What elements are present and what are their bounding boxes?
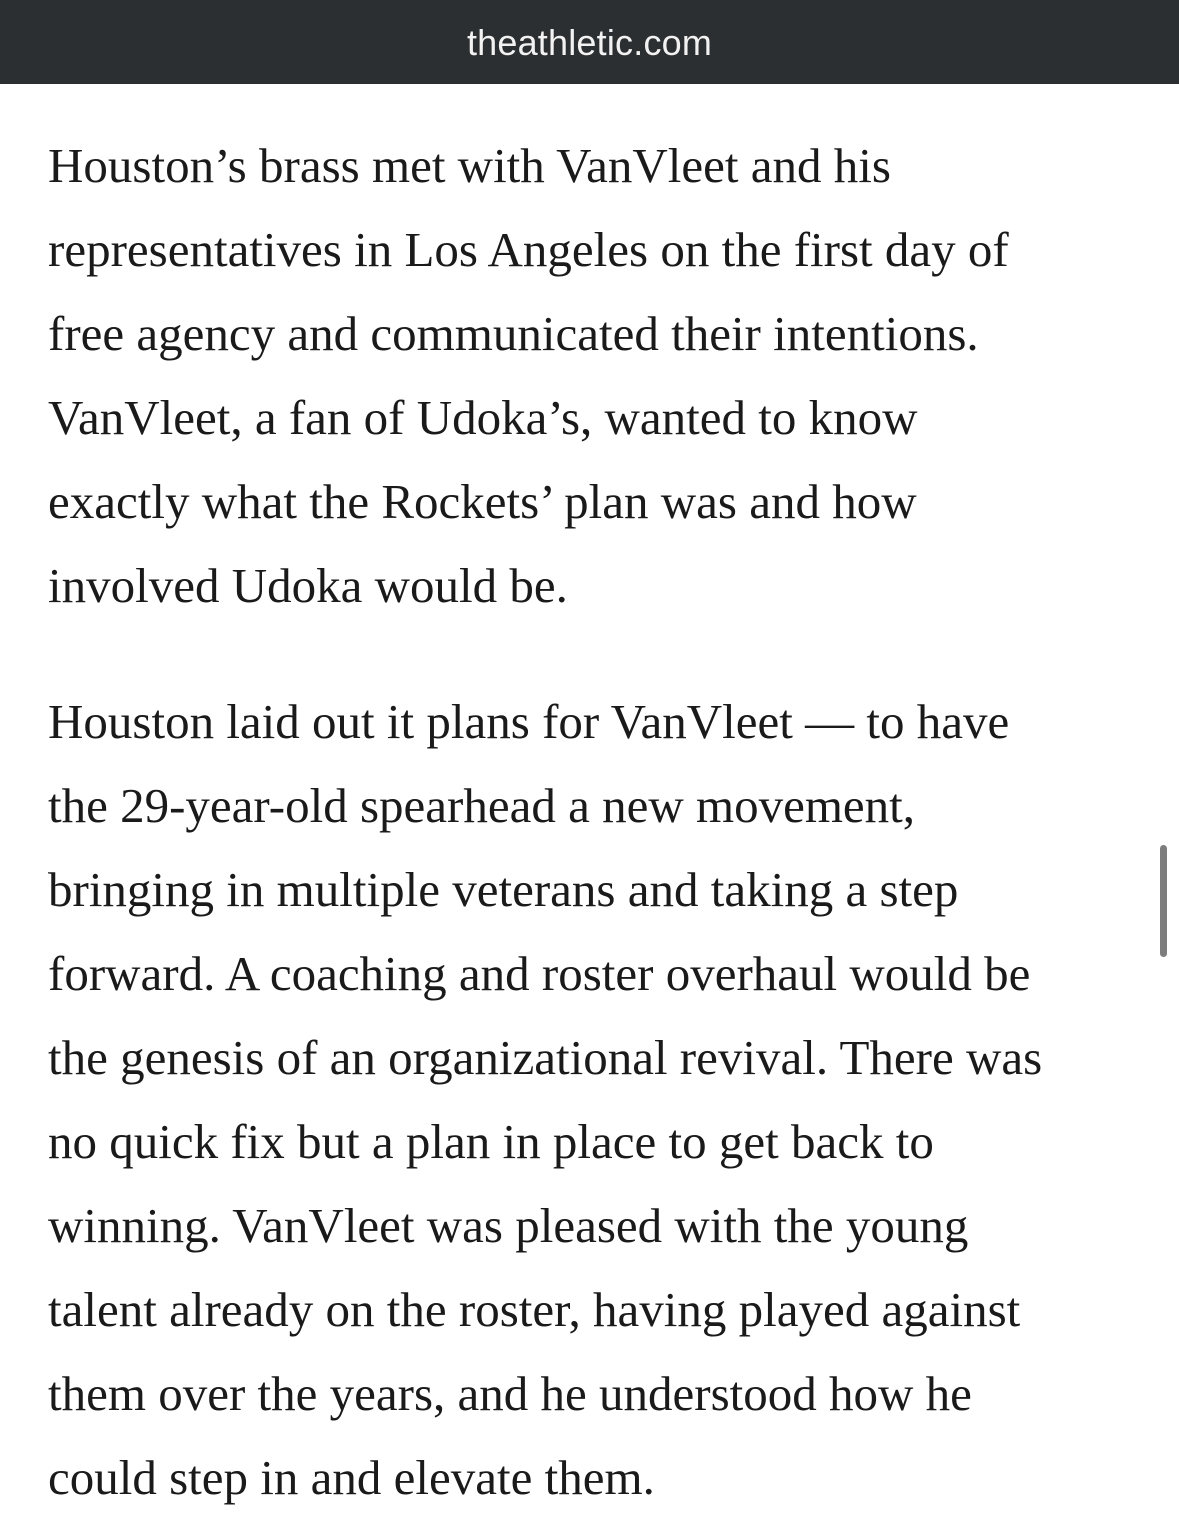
- paragraph-line: the genesis of an organizational revival. There was: [48, 1030, 1043, 1085]
- article-paragraph-2: [48, 680, 1148, 1520]
- paragraph-line: winning. VanVleet was pleased with the young: [48, 1198, 969, 1253]
- paragraph-line: Houston laid out it plans for VanVleet — to have: [48, 694, 1010, 749]
- paragraph-line: forward. A coaching and roster overhaul would be: [48, 946, 1031, 1001]
- paragraph-line: no quick fix but a plan in place to get back to: [48, 1114, 934, 1169]
- url-text[interactable]: theathletic.com: [466, 22, 713, 63]
- paragraph-line: exactly what the Rockets’ plan was and how: [48, 474, 917, 529]
- paragraph-line: representatives in Los Angeles on the first day of: [48, 222, 1009, 277]
- article-paragraph-1: [48, 124, 1148, 628]
- article-body: [48, 124, 1148, 1520]
- paragraph-line: talent already on the roster, having played against: [48, 1282, 1021, 1337]
- paragraph-line: VanVleet, a fan of Udoka’s, wanted to know: [48, 390, 918, 445]
- paragraph-line: could step in and elevate them.: [48, 1450, 655, 1505]
- paragraph-line: the 29-year-old spearhead a new movement,: [48, 778, 916, 833]
- vertical-scrollbar[interactable]: [1160, 845, 1167, 957]
- address-bar[interactable]: [0, 0, 1179, 84]
- paragraph-line: them over the years, and he understood how he: [48, 1366, 972, 1421]
- paragraph-line: free agency and communicated their intentions.: [48, 306, 979, 361]
- paragraph-line: involved Udoka would be.: [48, 558, 568, 613]
- paragraph-line: Houston’s brass met with VanVleet and his: [48, 138, 891, 193]
- paragraph-line: bringing in multiple veterans and taking a step: [48, 862, 959, 917]
